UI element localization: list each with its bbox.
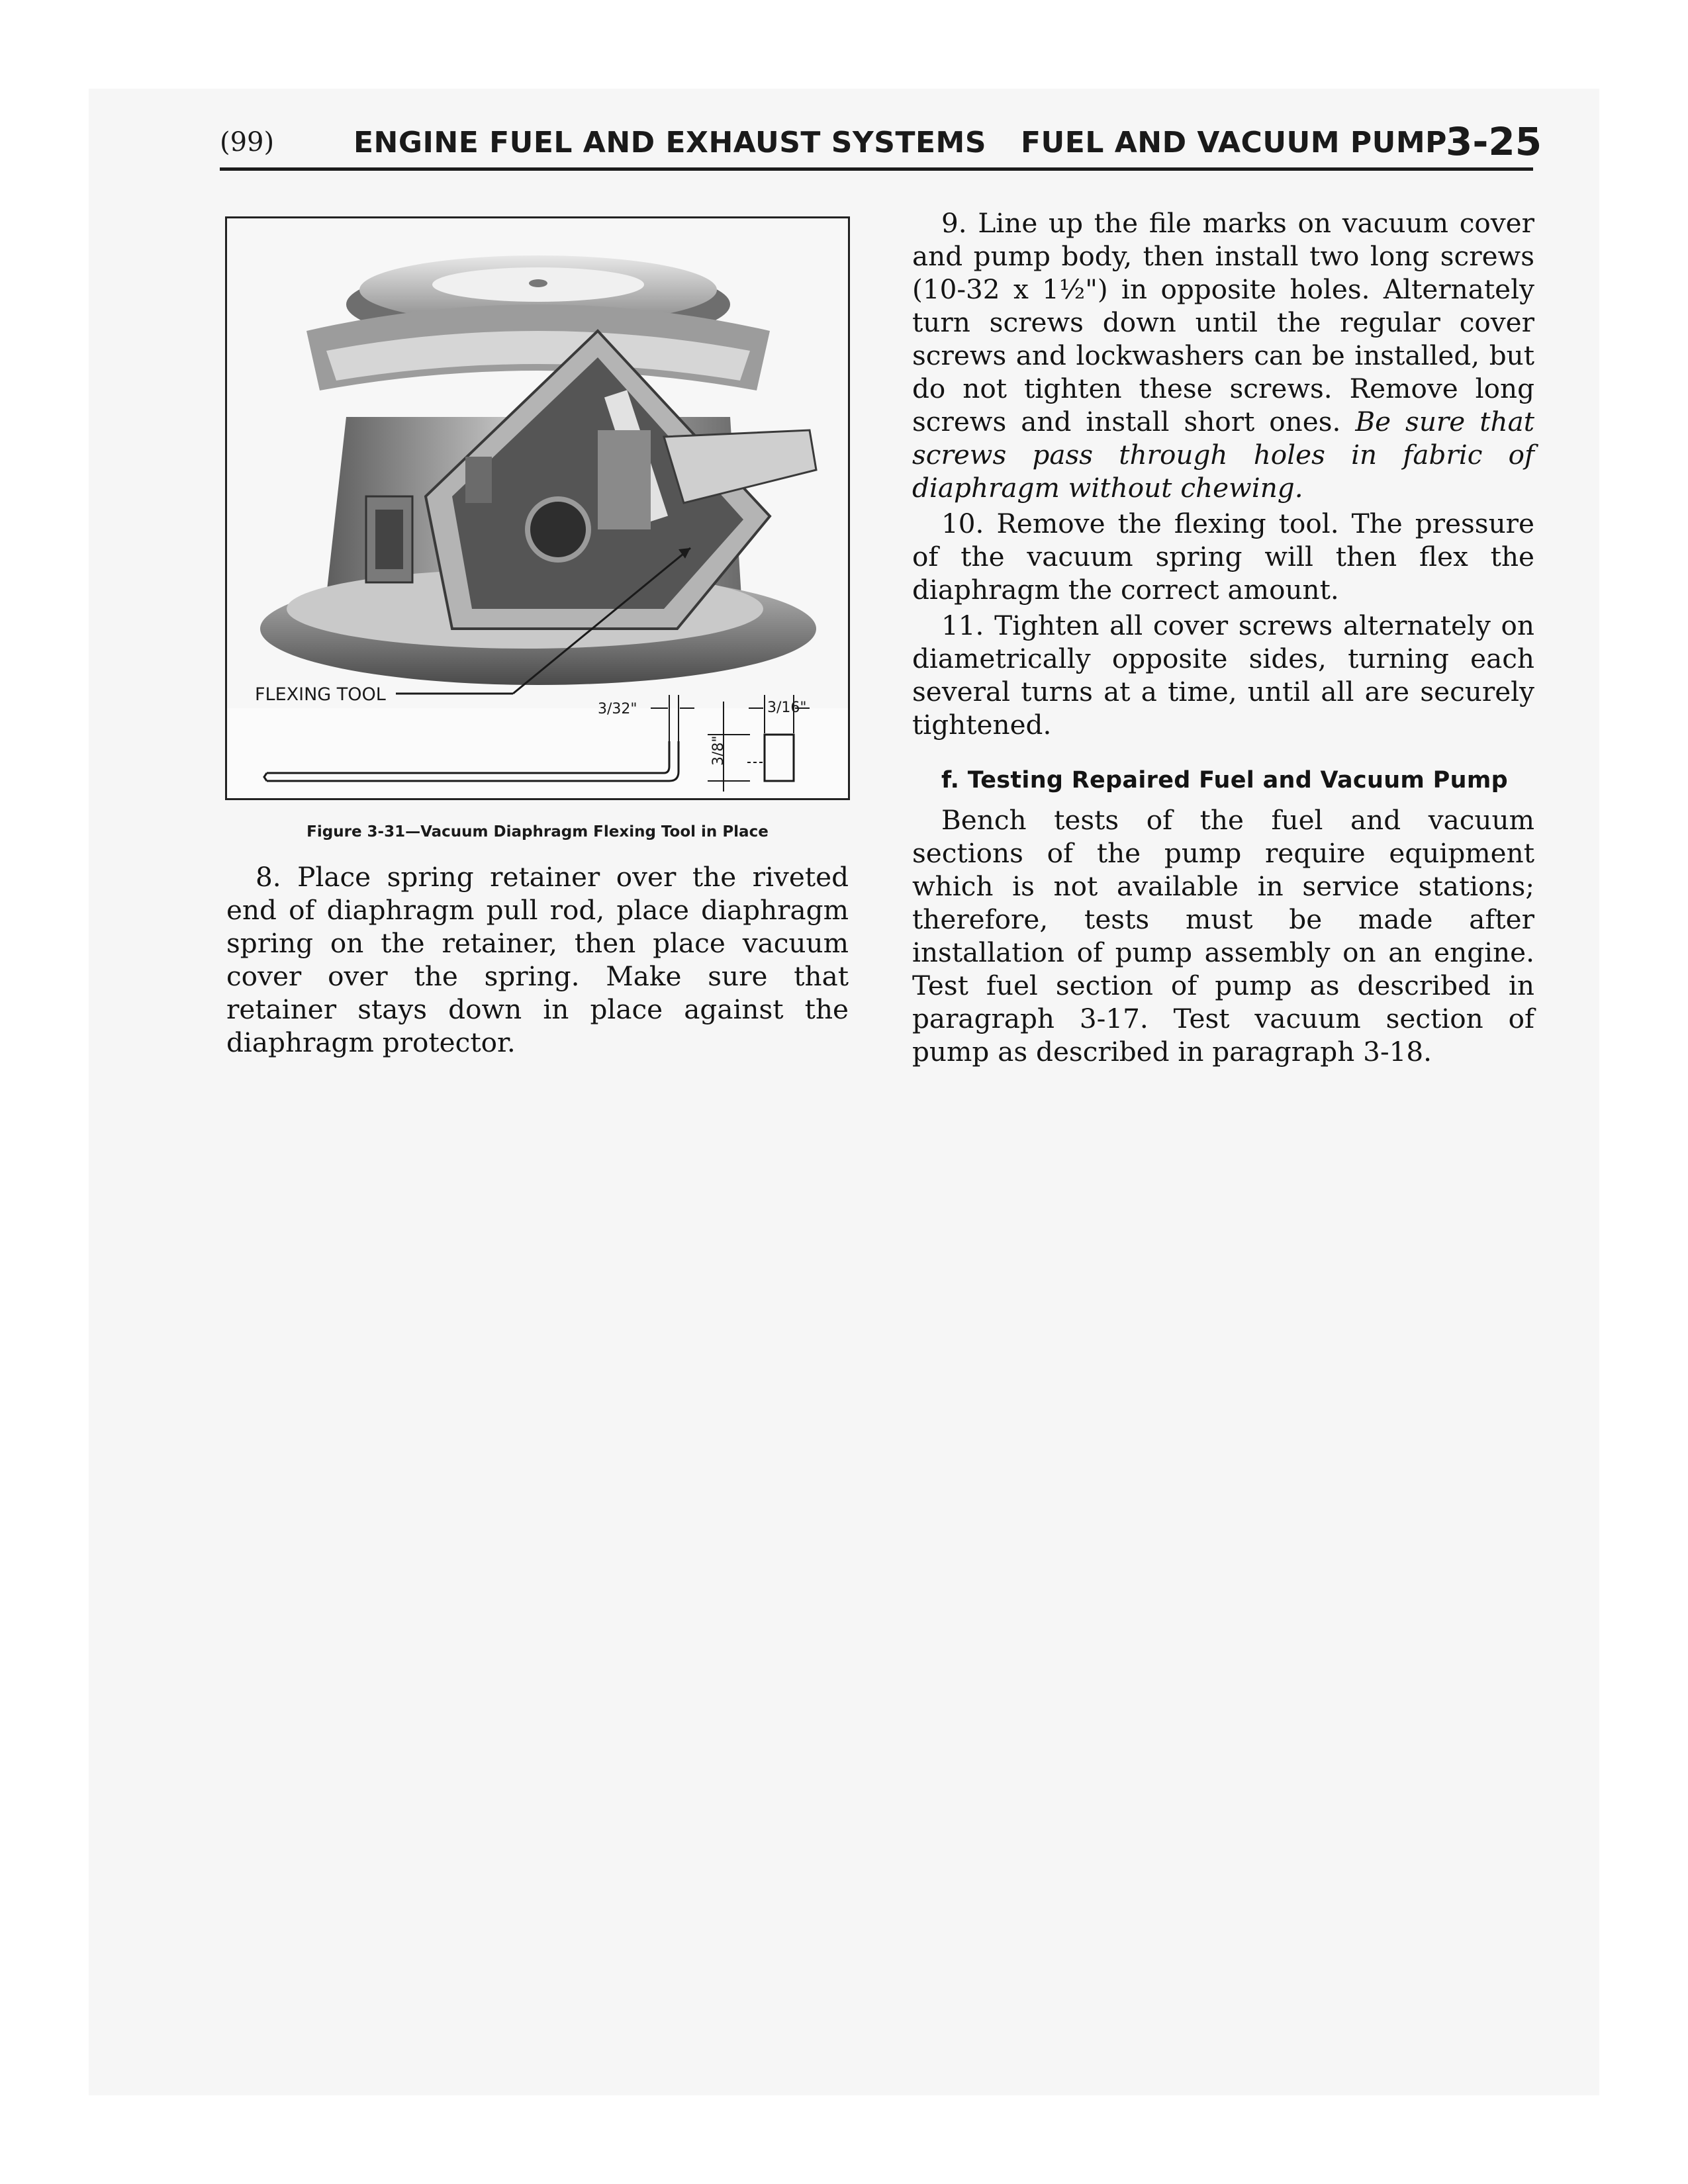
left-column <box>226 860 849 1059</box>
paragraph-11: 11. Tighten all cover screws alternately on diametrically opposite sides, turning each several turns at a time, until all are securely tightened. <box>912 610 1534 741</box>
figure-3-31 <box>225 216 850 800</box>
gap-dimension-label: 3/32" <box>598 701 637 717</box>
paragraph-8: 8. Place spring retainer over the riveted end of diaphragm pull rod, place diaphragm spring on the retainer, then place vacuum cover over the spring. Make sure that retainer stays down in place against the diaphragm protector. <box>226 861 849 1058</box>
paragraph-9-text: 9. Line up the file marks on vacuum cover and pump body, then install two long screws (10-32 x 1½") in opposite holes. Alternately turn screws down until the regular cover screws and lockwashers can be installed, but do not tighten these screws. Remove long screws and install short ones. <box>912 207 1534 437</box>
header-page-number: 3-25 <box>1446 119 1542 164</box>
flexing-tool-label: FLEXING TOOL <box>255 684 386 705</box>
figure-caption: Figure 3-31—Vacuum Diaphragm Flexing Tool in Place <box>306 823 769 841</box>
header-chapter-title: ENGINE FUEL AND EXHAUST SYSTEMS <box>353 126 987 159</box>
tip-width-label: 3/16" <box>767 700 807 716</box>
height-dimension-label: 3/8" <box>710 735 727 766</box>
subsection-heading: f. Testing Repaired Fuel and Vacuum Pump <box>941 767 1508 794</box>
header-rule <box>220 167 1533 171</box>
fuel-pump-photo <box>227 218 848 798</box>
header-page-ref: (99) <box>220 127 275 158</box>
paragraph-9 <box>912 206 1534 504</box>
header-section-title: FUEL AND VACUUM PUMP <box>1021 126 1447 159</box>
paragraph-10: 10. Remove the flexing tool. The pressure of the vacuum spring will then flex the diaphragm the correct amount. <box>912 508 1534 606</box>
paragraph-9-italic: Be sure that screws pass through holes in fabric of diaphragm without chewing. <box>912 406 1534 504</box>
paragraph-bench-tests: Bench tests of the fuel and vacuum sections of the pump require equipment which is not available in service stations; therefore, tests must be made after installation of pump assembly on an engine. Test fuel section of pump as described in paragraph 3-17. Test vacuum section of pump as described in paragraph 3-18. <box>912 804 1534 1068</box>
right-column <box>912 206 1534 1068</box>
